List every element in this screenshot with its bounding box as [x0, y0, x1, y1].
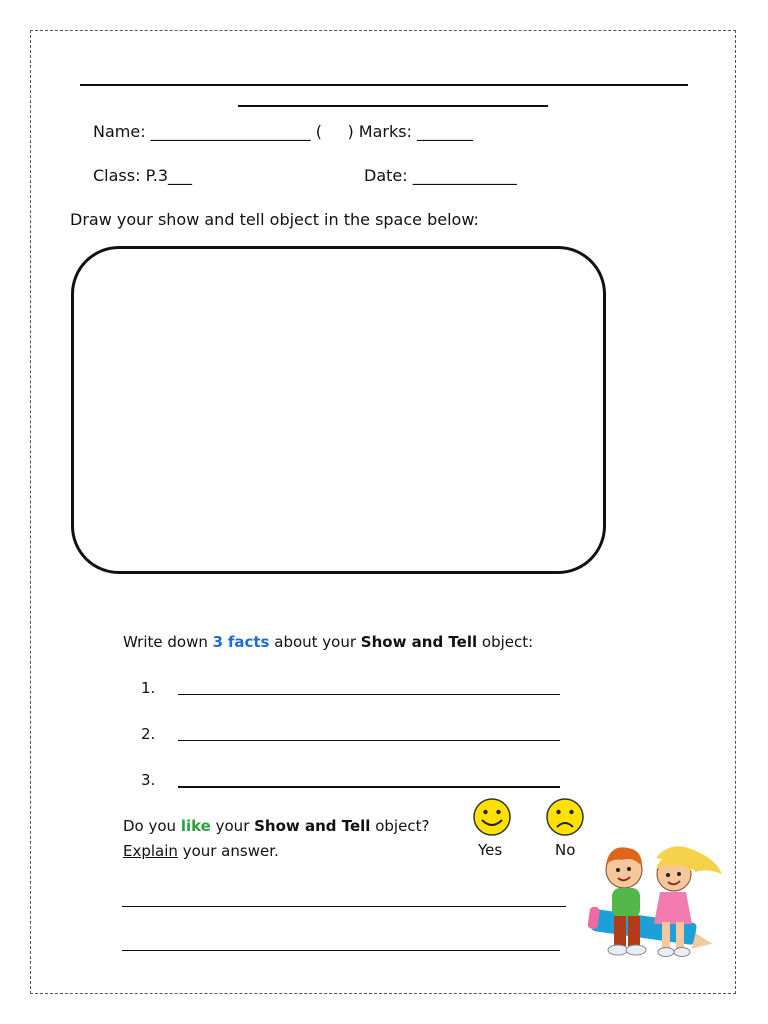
yes-label: Yes [478, 841, 503, 859]
facts-prompt-show: Show and Tell [360, 633, 478, 651]
date-line: Date: _____________ [364, 166, 517, 185]
facts-prompt-number: 3 [212, 633, 224, 651]
opinion-q-like: like [180, 817, 211, 835]
opinion-question [123, 816, 429, 836]
happy-face-icon[interactable] [472, 797, 512, 837]
facts-prompt-c: about your [269, 633, 361, 651]
drawing-instruction: Draw your show and tell object in the space below: [70, 210, 479, 229]
facts-prompt-d: object: [477, 633, 534, 651]
fact-number-2: 2. [141, 725, 156, 743]
fact-line-1[interactable] [178, 694, 560, 695]
title-line [80, 84, 688, 86]
facts-prompt-a: Write down [123, 633, 213, 651]
boy-figure [606, 847, 646, 955]
opinion-q-a: Do you [123, 817, 181, 835]
explain-word: Explain [123, 842, 178, 860]
answer-line-1[interactable] [122, 906, 566, 907]
fact-number-3: 3. [141, 771, 156, 789]
facts-prompt [123, 632, 533, 652]
opinion-q-c: object? [370, 817, 430, 835]
answer-line-2[interactable] [122, 950, 560, 951]
fact-number-1: 1. [141, 679, 156, 697]
sad-face-icon[interactable] [545, 797, 585, 837]
subtitle-line [238, 105, 548, 107]
fact-line-2[interactable] [178, 740, 560, 741]
fact-line-3[interactable] [178, 786, 560, 788]
explain-rest: your answer. [177, 842, 279, 860]
drawing-box[interactable] [71, 246, 606, 574]
no-label: No [555, 841, 576, 859]
opinion-q-show: Show and Tell [254, 817, 371, 835]
facts-prompt-facts: facts [227, 633, 270, 651]
explain-instruction [123, 841, 279, 861]
kids-on-pencil-illustration [588, 838, 726, 966]
name-marks-line: Name: ____________________ ( ) Marks: _______ [93, 122, 474, 141]
class-line: Class: P.3___ [93, 166, 192, 185]
opinion-q-b: your [210, 817, 255, 835]
pencil-icon [588, 906, 713, 951]
